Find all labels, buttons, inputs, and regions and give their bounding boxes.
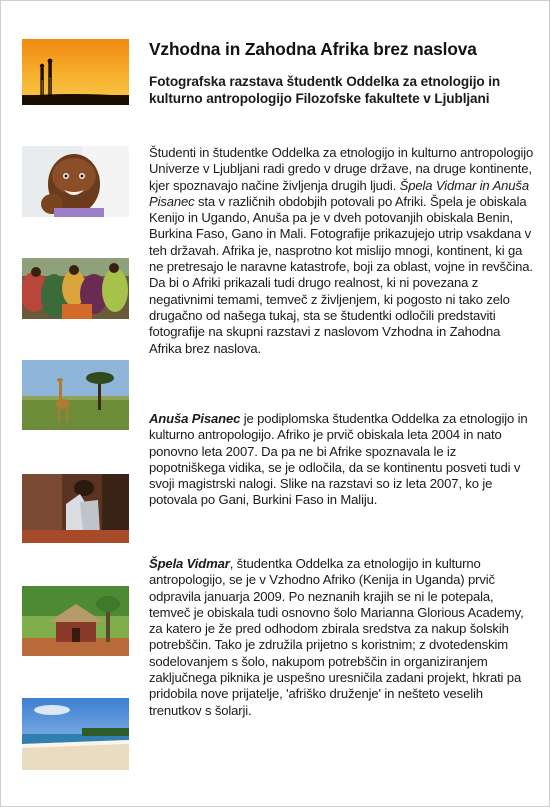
intro-name-spela: Špela Vidmar [399,177,477,193]
intro-connector: in [476,177,493,193]
anusa-paragraph [149,411,534,509]
thatched-hut-photo [22,586,129,656]
intro-text-start: Študenti in študentke Oddelka za etnologijo in kulturno antropologijo Univerze v Ljubljani radi gredo v druge države, na druge kontinente, kjer spoznavajo načine življenja drugih ljudi. [149,145,534,193]
page-subtitle: Fotografska razstava študentk Oddelka za etnologijo in kulturno antropologijo Filozofske fakultete v Ljubljani [149,74,501,106]
page-title: Vzhodna in Zahodna Afrika brez naslova [149,39,477,59]
intro-name-anusa: Anuša Pisanec [149,177,529,209]
market-stall-photo [22,474,129,543]
anusa-name: Anuša Pisanec [149,411,241,426]
giraffe-savanna-photo [22,360,129,430]
market-women-photo [22,258,129,319]
beach-photo [22,698,129,770]
smiling-child-photo [22,146,129,217]
spela-name: Špela Vidmar [149,556,230,571]
sunset-silhouettes-photo [22,39,129,105]
spela-text: , študentka Oddelka za etnologijo in kulturno antropologijo, se je v Vzhodno Afriko (Kenija in Uganda) prvič odpravila januarja 2009. Po neznanih krajih se ni le potepala, temveč je obiskala tudi osnovno šolo Marianna Glorious Academy, za katero je že pred odhodom zbirala sredstva za nakup šolskih potrebščin. Tako je združila prijetno s koristnim; z dvotedenskim sodelovanjem s šolo, nakupom potrebščin in organiziranjem zaključnega piknika je uspešno uresničila zadani projekt, hkrati pa pridobila nove prijatelje, 'afriško druženje' in nešteto veselih trenutkov s šolarji. [149,556,524,718]
intro-text-end: sta v različnih obdobjih potovali po Afriki. Špela je obiskala Kenijo in Ugando, Anuša pa je v dveh potovanjih obiskala Benin, Burkina Faso, Gano in Mali. Fotografije prikazujejo utrip vsakdana v teh državah. Afrika je, nasprotno kot mislijo mnogi, kontinent, ki ga ne pretresajo le naravne katastrofe, boji za oblast, vojne in revščina. Da bi o Afriki prikazali tudi drugo realnost, ki ni povezana z negativnimi temami, temveč z življenjem, ki pogosto ni tako zelo drugačno od našega tukaj, sta se študentki odločili predstaviti fotografije na skupni razstavi z naslovom Vzhodna in Zahodna Afrika brez naslova. [149,193,533,356]
intro-paragraph [149,145,534,357]
spela-paragraph [149,556,534,719]
anusa-text: je podiplomska študentka Oddelka za etnologijo in kulturno antropologijo. Afriko je prvič obiskala leta 2004 in nato ponovno leta 2007. Da pa ne bi Afrike spoznavala le iz popotniškega vidika, se je odločila, da se kontinentu posveti tudi v svoji magistrski nalogi. Slike na razstavi so iz leta 2007, ko je potovala po Gani, Burkini Faso in Maliju. [149,411,528,508]
